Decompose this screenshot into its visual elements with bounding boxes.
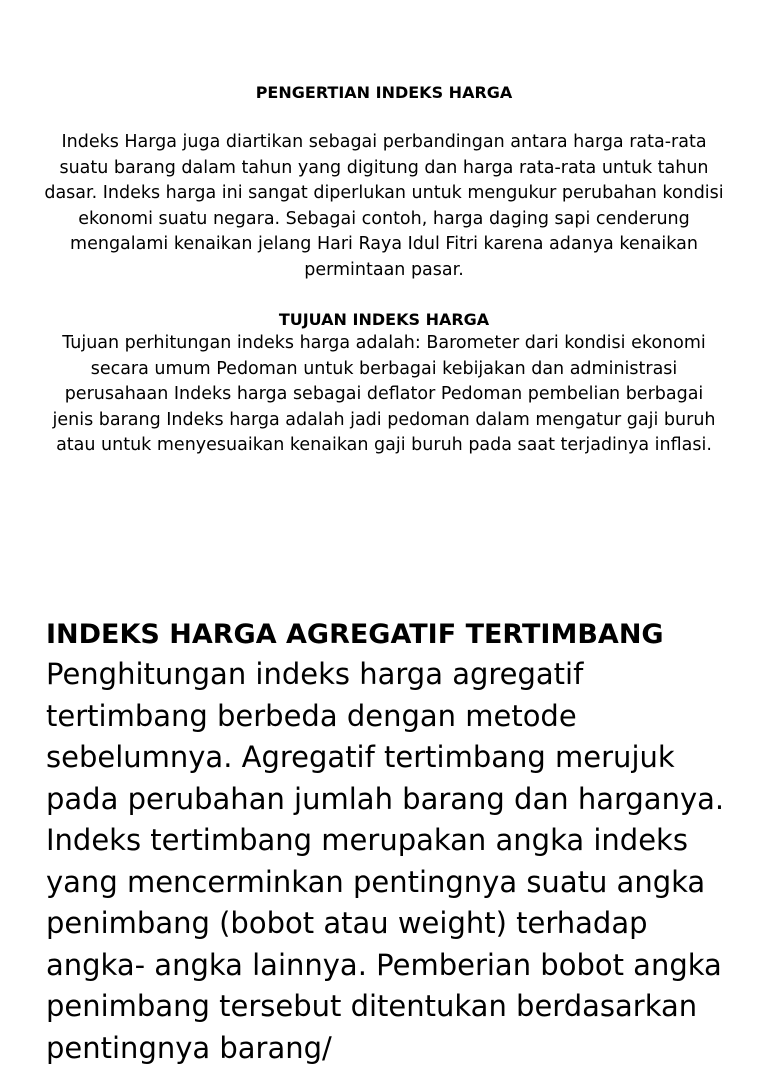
agregatif-heading: INDEKS HARGA AGREGATIF TERTIMBANG (46, 619, 664, 650)
spacer (44, 283, 724, 309)
top-section (44, 82, 724, 459)
pengertian-paragraph: Indeks Harga juga diartikan sebagai perbandingan antara harga rata-rata suatu barang dalam tahun yang digitung dan harga rata-rata untuk tahun dasar. Indeks harga ini sangat diperlukan untuk mengukur perubahan kondisi ekonomi suatu negara. Sebagai contoh, harga daging sapi cenderung mengalami kenaikan jelang Hari Raya Idul Fitri karena adanya kenaikan permintaan pasar. (44, 132, 724, 280)
tujuan-paragraph: Tujuan perhitungan indeks harga adalah: Barometer dari kondisi ekonomi secara umum Pedoman untuk berbagai kebijakan dan administrasi perusahaan Indeks harga sebagai deflator Pedoman pembelian berbagai jenis barang Indeks harga adalah jadi pedoman dalam mengatur gaji buruh atau untuk menyesuaikan kenaikan gaji buruh pada saat terjadinya inflasi. (52, 333, 716, 455)
tujuan-heading: TUJUAN INDEKS HARGA (278, 310, 490, 329)
pengertian-heading: PENGERTIAN INDEKS HARGA (255, 83, 513, 102)
spacer (44, 104, 724, 130)
bottom-section (46, 616, 736, 1069)
agregatif-paragraph: Penghitungan indeks harga agregatif tertimbang berbeda dengan metode sebelumnya. Agregatif tertimbang merujuk pada perubahan jumlah barang dan harganya. Indeks tertimbang merupakan angka indeks yang mencerminkan pentingnya suatu angka penimbang (bobot atau weight) terhadap angka- angka lainnya. Pemberian bobot angka penimbang tersebut ditentukan berdasarkan pentingnya barang/ (46, 657, 725, 1065)
